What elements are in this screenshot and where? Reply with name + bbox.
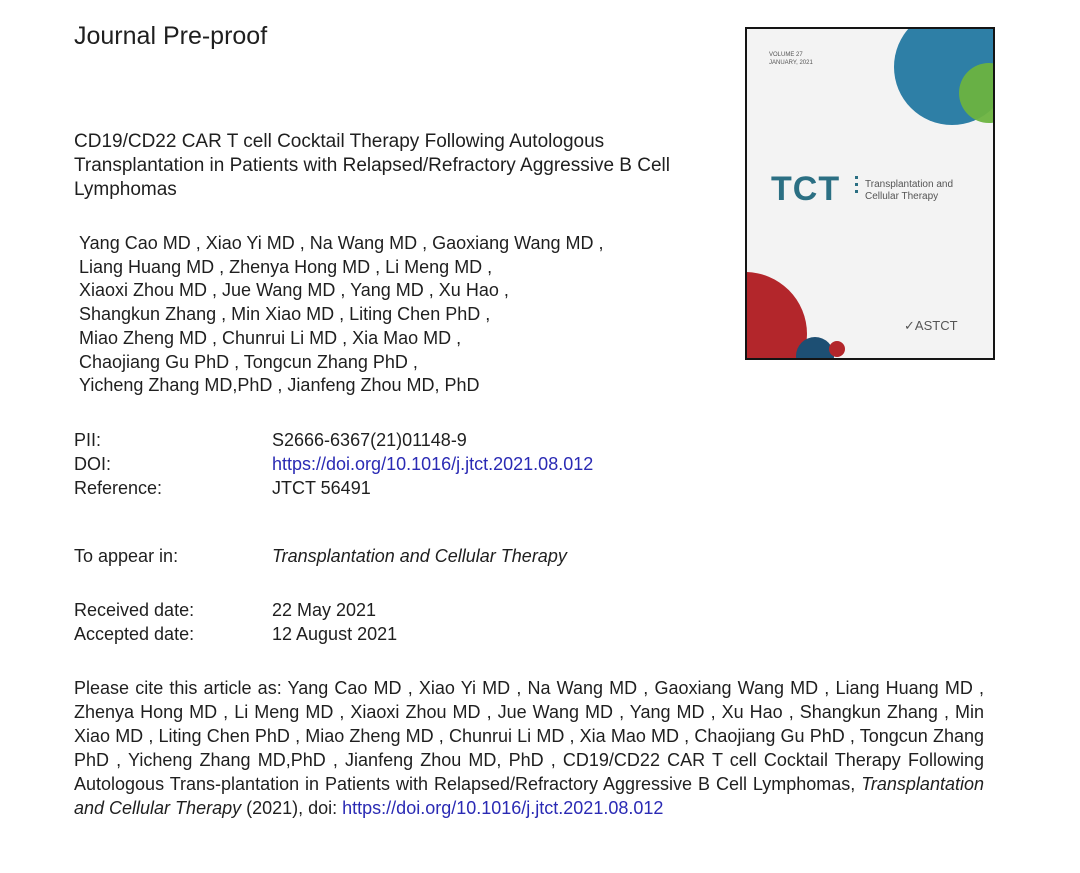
- citation-year: (2021), doi:: [241, 798, 343, 818]
- received-date: 22 May 2021: [272, 600, 377, 620]
- article-title: CD19/CD22 CAR T cell Cocktail Therapy Following Autologous Transplantation in Patients with Relapsed/Refractory Aggressive B Cell Lymphomas: [74, 131, 670, 200]
- appear-journal: Transplantation and Cellular Therapy: [272, 546, 567, 566]
- accepted-date: 12 August 2021: [272, 624, 398, 644]
- author-line: Miao Zheng MD , Chunrui Li MD , Xia Mao MD ,: [79, 327, 462, 348]
- reference-label: Reference:: [74, 478, 163, 498]
- cover-volume: [769, 51, 813, 67]
- author-line: Shangkun Zhang , Min Xiao MD , Liting Chen PhD ,: [79, 304, 491, 325]
- citation-doi-link[interactable]: https://doi.org/10.1016/j.jtct.2021.08.012: [342, 798, 664, 818]
- received-label: Received date:: [74, 600, 195, 620]
- cover-issue-date: JANUARY, 2021: [769, 60, 813, 66]
- author-line: Chaojiang Gu PhD , Tongcun Zhang PhD ,: [79, 351, 418, 372]
- reference-value: JTCT 56491: [272, 478, 371, 498]
- author-list: [79, 232, 719, 398]
- appear-label: To appear in:: [74, 546, 179, 566]
- pii-label: PII:: [74, 430, 102, 450]
- doi-link[interactable]: https://doi.org/10.1016/j.jtct.2021.08.012: [272, 454, 594, 474]
- cover-volume-number: VOLUME 27: [769, 52, 803, 58]
- citation-journal: Transplantation and Cellular Therapy: [74, 774, 984, 818]
- astct-mark-icon: ✓: [904, 318, 915, 333]
- pii-value: S2666-6367(21)01148-9: [272, 430, 467, 450]
- cover-publisher-logo: [904, 318, 958, 334]
- author-line: Yang Cao MD , Xiao Yi MD , Na Wang MD , Gaoxiang Wang MD ,: [79, 233, 604, 253]
- doi-label: DOI:: [74, 454, 112, 474]
- journal-header: Journal Pre-proof: [74, 22, 268, 50]
- citation-text: Please cite this article as: Yang Cao MD , Xiao Yi MD , Na Wang MD , Gaoxiang Wang MD , Liang Huang MD , Zhenya Hong MD , Li Meng MD , Xiaoxi Zhou MD , Jue Wang MD , Yang MD , Xu Hao , Shangkun Zhang , Min Xiao MD , Liting Chen PhD , Miao Zheng MD , Chunrui Li MD , Xia Mao MD , Chaojiang Gu PhD , Tongcun Zhang PhD , Yicheng Zhang MD,PhD , Jianfeng Zhou MD, PhD , CD19/CD22 CAR T cell Cocktail Therapy Following Autologous Trans-plantation in Patients with Relapsed/Refractory Aggressive B Cell Lymphomas,: [74, 678, 984, 794]
- cover-publisher: ASTCT: [914, 318, 958, 333]
- cover-abbreviation: TCT: [771, 170, 841, 208]
- author-line: Yicheng Zhang MD,PhD , Jianfeng Zhou MD, PhD: [79, 375, 480, 396]
- cover-small-circle: [829, 341, 845, 357]
- author-line: Xiaoxi Zhou MD , Jue Wang MD , Yang MD , Xu Hao ,: [79, 280, 509, 301]
- accepted-label: Accepted date:: [74, 624, 195, 644]
- citation-paragraph: [74, 676, 984, 820]
- author-line: Liang Huang MD , Zhenya Hong MD , Li Meng MD ,: [79, 256, 493, 277]
- cover-journal-name: Transplantation and Cellular Therapy: [865, 179, 954, 202]
- cover-separator: [855, 176, 858, 204]
- journal-cover: [745, 27, 995, 360]
